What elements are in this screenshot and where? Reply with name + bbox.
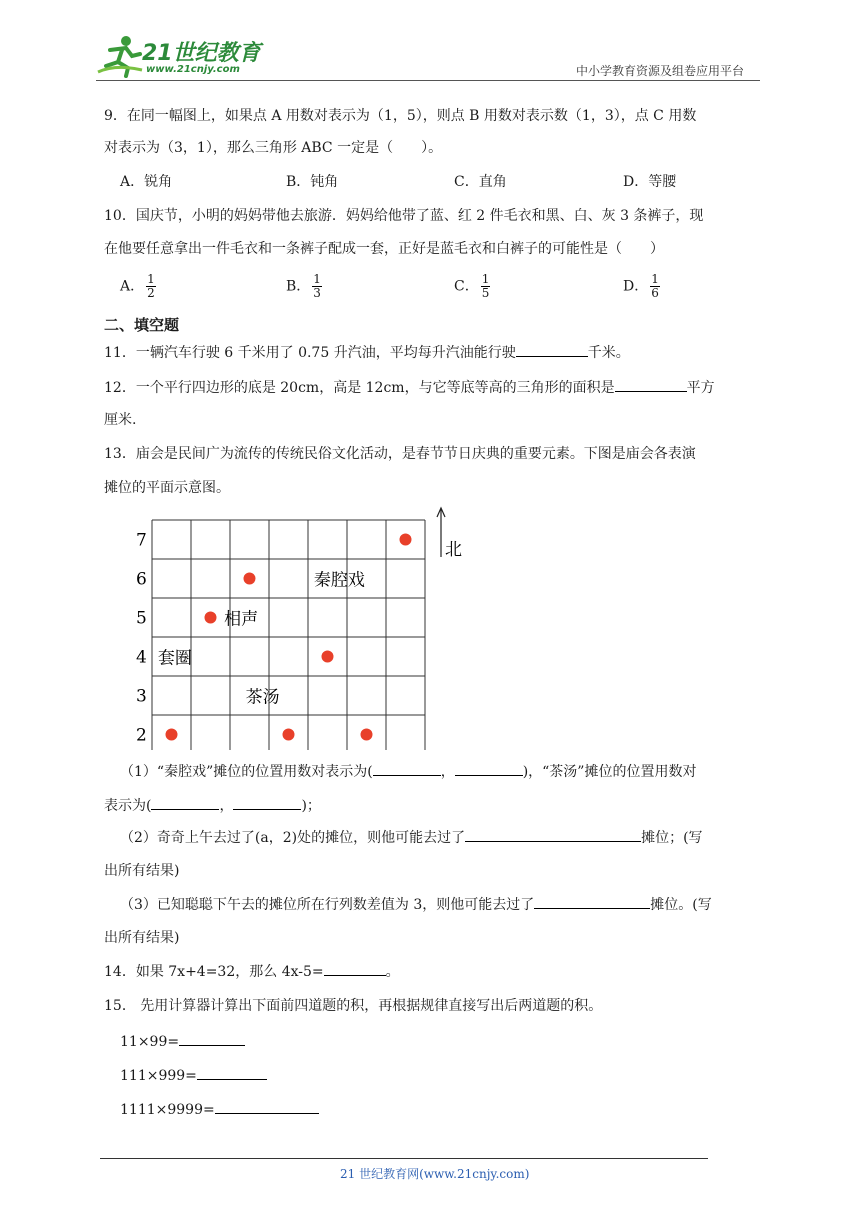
- answer-blank[interactable]: [534, 893, 650, 909]
- section-title: 二、填空题: [104, 316, 180, 334]
- header-rule: [96, 80, 760, 81]
- answer-blank[interactable]: [215, 1098, 319, 1114]
- q12-line2: 厘米.: [104, 412, 137, 428]
- logo: [96, 34, 261, 80]
- y-tick-label: 6: [136, 569, 147, 590]
- q10-line2: 在他要任意拿出一件毛衣和一条裤子配成一套，正好是蓝毛衣和白裤子的可能性是（ ）: [104, 241, 664, 257]
- q13-part2-line1: （2）奇奇上午去过了(a，2)处的摊位，则他可能去过了 摊位；(写: [120, 826, 703, 849]
- q13-part2-line2: 出所有结果): [104, 863, 180, 879]
- fraction: $\frac{1}{5}$: [481, 272, 490, 300]
- q15-item-1: 11×99=: [120, 1030, 245, 1053]
- answer-blank[interactable]: [197, 1064, 267, 1080]
- q13-part3-line2: 出所有结果): [104, 930, 180, 946]
- q12-line1: 12．一个平行四边形的底是 20cm，高是 12cm，与它等底等高的三角形的面积是 平方: [104, 376, 715, 399]
- q9-option-c: C．直角: [454, 174, 507, 190]
- answer-blank[interactable]: [373, 760, 441, 776]
- q10-option-b: B． $\frac{1}{3}$: [286, 272, 321, 300]
- answer-blank[interactable]: [233, 794, 301, 810]
- y-tick-label: 5: [136, 608, 147, 629]
- answer-blank[interactable]: [465, 826, 641, 842]
- footer-text: 21 世纪教育网(www.21cnjy.com): [340, 1167, 530, 1181]
- temple-fair-map: [130, 505, 470, 750]
- booth-dot: [166, 729, 178, 741]
- booth-dot: [205, 612, 217, 624]
- q13-part1-line2: 表示为( ， )；: [104, 794, 321, 817]
- q13-line1: 13．庙会是民间广为流传的传统民俗文化活动，是春节节日庆典的重要元素。下图是庙会各表演: [104, 446, 696, 462]
- booth-dot: [400, 534, 412, 546]
- q9-line1: 9．在同一幅图上，如果点 A 用数对表示为（1，5），则点 B 用数对表示数（1，3），点 C 用数: [104, 108, 697, 124]
- booth-dot: [361, 729, 373, 741]
- y-tick-label: 4: [136, 647, 147, 668]
- booth-label: 茶汤: [245, 687, 280, 708]
- booth-label: 套圈: [157, 648, 192, 669]
- booth-label: 秦腔戏: [313, 570, 365, 591]
- y-tick-label: 7: [136, 530, 147, 551]
- booth-label: 相声: [224, 609, 259, 630]
- q15-line1: 15． 先用计算器计算出下面前四道题的积，再根据规律直接写出后两道题的积。: [104, 998, 603, 1014]
- footer-rule: [100, 1158, 708, 1159]
- q13-part3-line1: （3）已知聪聪下午去的摊位所在行列数差值为 3，则他可能去过了 摊位。(写: [120, 893, 712, 916]
- logo-main-text: 21世纪教育: [142, 41, 261, 66]
- q9-option-a: A．锐角: [120, 174, 173, 190]
- q15-item-3: 1111×9999=: [120, 1098, 319, 1121]
- north-arrow-icon: [437, 508, 445, 557]
- answer-blank[interactable]: [151, 794, 219, 810]
- q13-part1-line1: （1）“秦腔戏”摊位的位置用数对表示为( ， )，“茶汤”摊位的位置用数对: [120, 760, 696, 783]
- fraction: $\frac{1}{6}$: [651, 272, 659, 300]
- q15-item-2: 111×999=: [120, 1064, 267, 1087]
- runner-logo-icon: [96, 34, 146, 78]
- fraction: $\frac{1}{2}$: [147, 272, 155, 300]
- q9-line2: 对表示为（3，1），那么三角形 ABC 一定是（ ）。: [104, 140, 443, 156]
- q10-line1: 10．国庆节，小明的妈妈带他去旅游．妈妈给他带了蓝、红 2 件毛衣和黑、白、灰 3 条裤子，现: [104, 208, 704, 224]
- y-tick-label: 3: [136, 686, 147, 707]
- north-label: 北: [445, 540, 462, 560]
- booth-dot: [322, 651, 334, 663]
- answer-blank[interactable]: [455, 760, 523, 776]
- fraction: $\frac{1}{3}$: [313, 272, 321, 300]
- grid-lines: [152, 520, 425, 750]
- answer-blank[interactable]: [324, 960, 386, 976]
- booth-labels: [154, 571, 365, 751]
- booth-dot: [283, 729, 295, 741]
- q13-line2: 摊位的平面示意图。: [104, 480, 230, 496]
- answer-blank[interactable]: [516, 341, 588, 357]
- header-platform-text: 中小学教育资源及组卷应用平台: [576, 64, 745, 78]
- q9-option-d: D．等腰: [623, 174, 677, 190]
- q10-option-a: A． $\frac{1}{2}$: [120, 272, 155, 300]
- q9-option-b: B．钝角: [286, 174, 339, 190]
- q10-option-c: C． $\frac{1}{5}$: [454, 272, 490, 300]
- q14: 14．如果 7x+4=32，那么 4x-5= 。: [104, 960, 400, 983]
- y-tick-label: 2: [136, 725, 147, 746]
- answer-blank[interactable]: [615, 376, 687, 392]
- logo-url-text: www.21cnjy.com: [146, 64, 240, 75]
- booth-dot: [244, 573, 256, 585]
- q11: 11．一辆汽车行驶 6 千米用了 0.75 升汽油，平均每升汽油能行驶 千米。: [104, 341, 630, 364]
- q10-option-d: D． $\frac{1}{6}$: [623, 272, 659, 300]
- answer-blank[interactable]: [179, 1030, 245, 1046]
- y-axis-ticks: [136, 531, 147, 751]
